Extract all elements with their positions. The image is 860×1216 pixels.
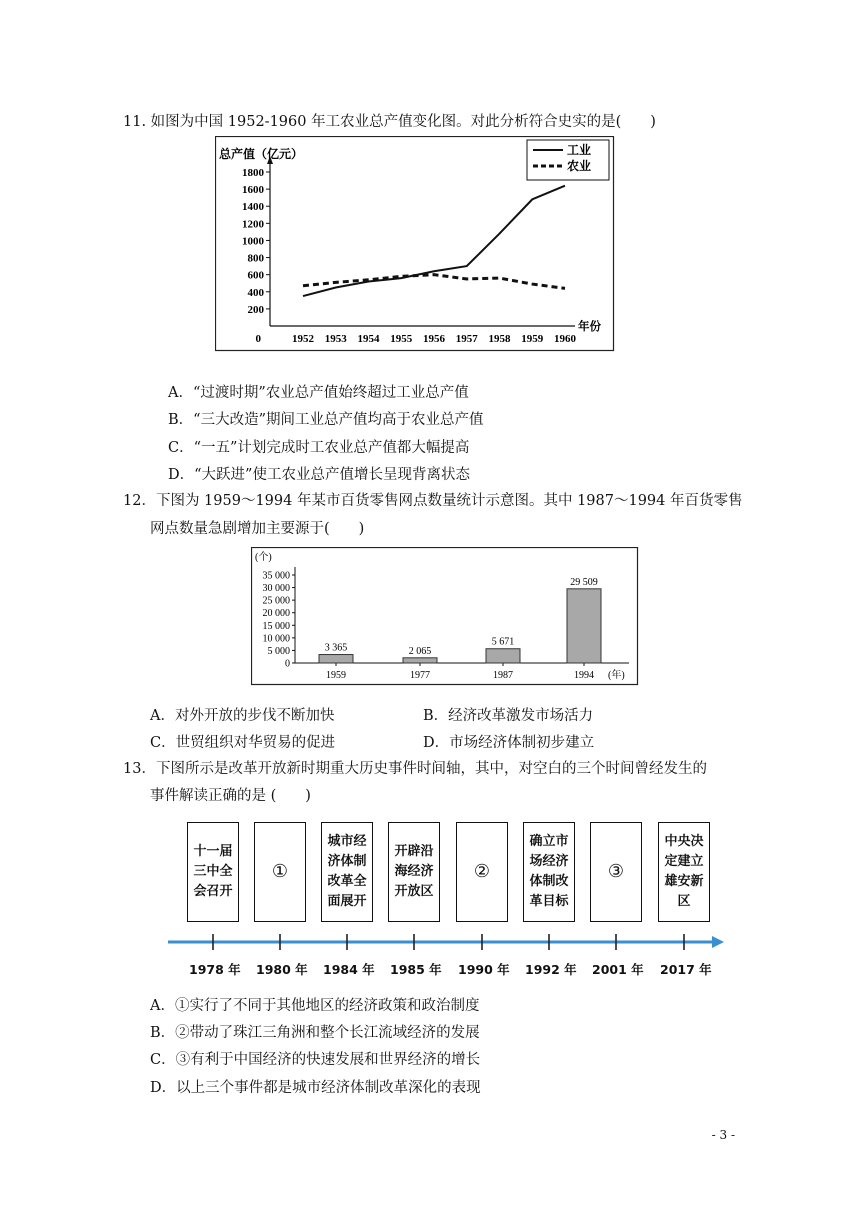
y-tick-label: 200 [247, 303, 264, 316]
q11-option-b[interactable]: B．“三大改造”期间工业总产值均高于农业总产值 [168, 412, 484, 428]
x-tick-label: 1977 [410, 670, 430, 681]
bar-1994 [567, 589, 601, 663]
q13-stem-line2: 事件解读正确的是 ( ) [150, 788, 311, 804]
y-tick-label: 5 000 [267, 645, 290, 657]
x-tick-label: 1987 [493, 670, 513, 681]
y-tick-label: 600 [247, 269, 264, 282]
q13-stem-line1: 13．下图所示是改革开放新时期重大历史事件时间轴，其中，对空白的三个时间曾经发生的 [123, 761, 707, 777]
q12-option-c[interactable]: C．世贸组织对华贸易的促进 [150, 735, 336, 751]
x-tick-label: 1957 [455, 333, 478, 345]
timeline-event-text: 城市经济体制改革全面展开 [327, 834, 367, 909]
timeline-axis-svg [160, 818, 730, 988]
y-tick-label: 0 [285, 658, 290, 670]
q11-option-a[interactable]: A．“过渡时期”农业总产值始终超过工业总产值 [168, 385, 469, 401]
bar-1987 [486, 649, 520, 663]
bar-1959 [319, 655, 353, 663]
bar-value-label: 5 671 [491, 636, 515, 648]
q12-stem-line2: 网点数量急剧增加主要源于( ) [150, 521, 365, 537]
q12-stem-line1: 12．下图为 1959～1994 年某市百货零售网点数量统计示意图。其中 1987～1994 年百货零售 [123, 493, 743, 509]
timeline-year: 1984 年 [323, 962, 375, 977]
y-tick-label: 1400 [242, 201, 264, 214]
timeline-event-text: 十一届三中全会召开 [193, 844, 233, 899]
y-tick-label: 1800 [242, 167, 264, 179]
y-tick-label: 25 000 [262, 595, 290, 607]
y-tick-label: 10 000 [262, 633, 290, 645]
timeline-year: 2001 年 [592, 962, 644, 977]
x-axis-title: 年份 [578, 321, 601, 333]
q12-option-b[interactable]: B．经济改革激发市场活力 [423, 708, 594, 724]
q12-option-a[interactable]: A．对外开放的步伐不断加快 [150, 708, 335, 724]
q13-option-b[interactable]: B．②带动了珠江三角洲和整个长江流域经济的发展 [150, 1025, 480, 1041]
q13-option-c[interactable]: C．③有利于中国经济的快速发展和世界经济的增长 [150, 1052, 481, 1068]
timeline-year: 1990 年 [458, 962, 510, 977]
q12-option-d[interactable]: D．市场经济体制初步建立 [423, 735, 595, 751]
y-tick-label: 1000 [242, 235, 264, 248]
q13-option-d[interactable]: D．以上三个事件都是城市经济体制改革深化的表现 [150, 1080, 481, 1096]
legend-label: 农业 [567, 159, 592, 173]
legend [527, 140, 609, 180]
legend-label: 工业 [567, 143, 592, 157]
timeline-year: 1992 年 [525, 962, 577, 977]
origin-label: 0 [255, 333, 261, 345]
q13-option-a[interactable]: A．①实行了不同于其他地区的经济政策和政治制度 [150, 998, 480, 1014]
y-tick-label: 20 000 [262, 608, 290, 620]
timeline-year: 2017 年 [660, 962, 712, 977]
timeline-event-text: 开辟沿海经济开放区 [394, 844, 434, 899]
bar-1977 [403, 658, 437, 663]
timeline-year: 1980 年 [256, 962, 308, 977]
bar-value-label: 29 509 [570, 576, 598, 588]
bar-value-label: 2 065 [408, 645, 432, 657]
x-tick-label: 1960 [554, 333, 576, 345]
timeline-event-text: ② [473, 861, 491, 882]
q11-option-c[interactable]: C．“一五”计划完成时工农业总产值都大幅提高 [168, 440, 470, 456]
y-tick-label: 15 000 [262, 620, 290, 632]
y-tick-label: 1600 [242, 184, 264, 197]
page-number: - 3 - [711, 1128, 735, 1142]
bar-value-label: 3 365 [324, 642, 348, 654]
timeline-event-text: 中央决定建立雄安新区 [664, 834, 704, 909]
q11-stem: 11. 如图为中国 1952-1960 年工农业总产值变化图。对此分析符合史实的是( ) [123, 114, 656, 130]
q11-option-d[interactable]: D．“大跃进”使工农业总产值增长呈现背离状态 [168, 467, 470, 483]
y-axis-title: 总产值（亿元） [219, 147, 304, 161]
x-tick-label: 1959 [326, 670, 346, 681]
line-chart-svg [215, 136, 615, 352]
y-tick-label: 30 000 [262, 583, 290, 595]
x-tick-label: 1958 [488, 333, 511, 345]
bar-chart-svg [251, 547, 639, 686]
q13-timeline [160, 818, 730, 988]
x-tick-label: 1954 [357, 333, 380, 345]
x-axis-title: (年) [608, 670, 625, 681]
x-tick-label: 1955 [390, 333, 413, 345]
y-tick-label: 800 [247, 252, 264, 265]
x-tick-label: 1956 [423, 333, 445, 345]
y-tick-label: 1200 [242, 218, 264, 231]
timeline-year: 1978 年 [189, 962, 241, 977]
x-tick-label: 1959 [521, 333, 544, 345]
timeline-year: 1985 年 [390, 962, 442, 977]
y-tick-label: 35 000 [262, 570, 290, 582]
y-axis-title: (个) [255, 552, 272, 563]
x-tick-label: 1994 [574, 670, 594, 681]
y-tick-label: 400 [247, 286, 264, 299]
x-tick-label: 1953 [324, 333, 347, 345]
timeline-event-text: ③ [607, 861, 625, 882]
timeline-arrow [712, 936, 724, 948]
q12-bar-chart [251, 547, 639, 690]
q11-line-chart [215, 136, 615, 356]
timeline-event-text: 确立市场经济体制改革目标 [529, 834, 569, 909]
timeline-event-text: ① [271, 861, 289, 882]
x-tick-label: 1952 [292, 333, 314, 345]
